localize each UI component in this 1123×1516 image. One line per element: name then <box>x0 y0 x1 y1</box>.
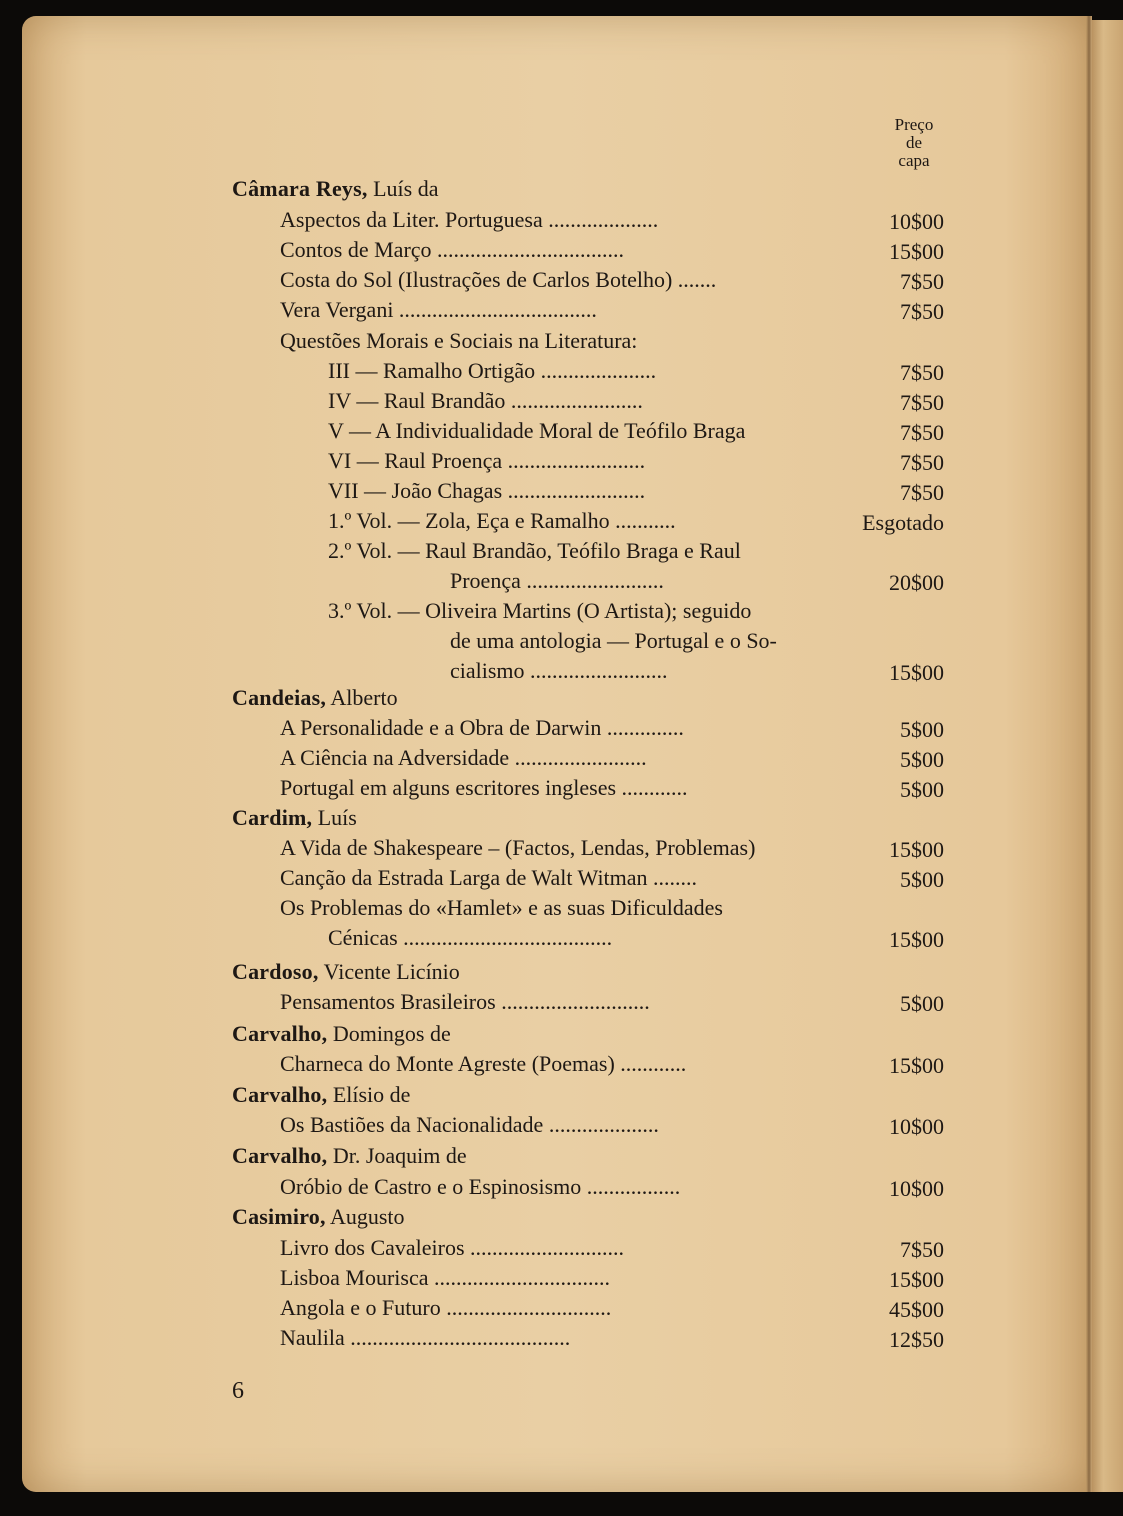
book-price: 5$00 <box>900 991 944 1016</box>
book-price: 5$00 <box>900 867 944 892</box>
book-title: Contos de Março .................................. <box>280 237 625 262</box>
book-price: 7$50 <box>900 420 944 445</box>
book-title: Proença ......................... <box>450 568 664 593</box>
book-title: VII — João Chagas ......................... <box>328 478 646 503</box>
book-price: 15$00 <box>889 1267 944 1292</box>
book-price: 12$50 <box>889 1327 944 1352</box>
book-title: de uma antologia — Portugal e o So- <box>450 628 777 653</box>
book-price: 15$00 <box>889 239 944 264</box>
book-title: Oróbio de Castro e o Espinosismo ................. <box>280 1174 681 1199</box>
book-price: 15$00 <box>889 837 944 862</box>
author-given-name: Luís <box>312 805 357 830</box>
book-title: cialismo ......................... <box>450 658 668 683</box>
book-title: Aspectos da Liter. Portuguesa .................... <box>280 207 659 232</box>
book-price: 7$50 <box>900 450 944 475</box>
author-given-name: Domingos de <box>327 1021 451 1046</box>
book-title: Costa do Sol (Ilustrações de Carlos Botelho) ....... <box>280 267 717 292</box>
book-title: Os Bastiões da Nacionalidade .................... <box>280 1112 659 1137</box>
author-heading <box>232 959 460 985</box>
author-given-name: Augusto <box>325 1204 405 1229</box>
book-price: 45$00 <box>889 1297 944 1322</box>
book-price: 15$00 <box>889 927 944 952</box>
book-price: 7$50 <box>900 1237 944 1262</box>
book-price: 20$00 <box>889 570 944 595</box>
author-heading <box>232 1143 467 1169</box>
book-title: VI — Raul Proença ......................... <box>328 448 646 473</box>
book-title: Pensamentos Brasileiros ........................... <box>280 989 650 1014</box>
author-surname: Cardoso, <box>232 959 319 984</box>
book-price: 5$00 <box>900 777 944 802</box>
author-surname: Carvalho, <box>232 1021 328 1046</box>
author-given-name: Elísio de <box>327 1082 411 1107</box>
book-price: 7$50 <box>900 299 944 324</box>
book-title: A Vida de Shakespeare – (Factos, Lendas, Problemas) <box>280 835 756 860</box>
author-heading <box>232 176 438 202</box>
book-title: A Personalidade e a Obra de Darwin .............. <box>280 715 684 740</box>
book-title: Naulila ........................................ <box>280 1325 571 1350</box>
author-given-name: Dr. Joaquim de <box>327 1143 467 1168</box>
author-heading <box>232 1021 451 1047</box>
book-price: 7$50 <box>900 480 944 505</box>
author-given-name: Alberto <box>326 685 398 710</box>
book-price: 15$00 <box>889 1053 944 1078</box>
book-title: Questões Morais e Sociais na Literatura: <box>280 328 638 353</box>
book-title: IV — Raul Brandão ........................ <box>328 388 643 413</box>
book-price: 7$50 <box>900 390 944 415</box>
page-number: 6 <box>232 1378 244 1404</box>
author-surname: Câmara Reys, <box>232 176 368 201</box>
book-title: Vera Vergani .................................... <box>280 297 597 322</box>
book-title: Angola e o Futuro .............................. <box>280 1295 612 1320</box>
header-line-3: capa <box>898 151 930 170</box>
book-title: 2.º Vol. — Raul Brandão, Teófilo Braga e Raul <box>328 538 741 563</box>
book-title: 1.º Vol. — Zola, Eça e Ramalho ........... <box>328 508 676 533</box>
book-price: 5$00 <box>900 747 944 772</box>
book-price: 7$50 <box>900 269 944 294</box>
author-surname: Carvalho, <box>232 1082 328 1107</box>
book-title: III — Ramalho Ortigão ..................... <box>328 358 657 383</box>
author-heading <box>232 685 398 711</box>
book-title: 3.º Vol. — Oliveira Martins (O Artista); seguido <box>328 598 752 623</box>
book-title: Canção da Estrada Larga de Walt Witman ........ <box>280 865 698 890</box>
book-price: 10$00 <box>889 1176 944 1201</box>
book-price: 10$00 <box>889 1114 944 1139</box>
book-title: Livro dos Cavaleiros ............................ <box>280 1235 625 1260</box>
header-line-1: Preço <box>894 115 934 134</box>
author-given-name: Vicente Licínio <box>318 959 460 984</box>
book-title: A Ciência na Adversidade ........................ <box>280 745 647 770</box>
book-title: Lisboa Mourisca ................................ <box>280 1265 610 1290</box>
book-price: Esgotado <box>862 510 944 535</box>
author-surname: Casimiro, <box>232 1204 326 1229</box>
author-surname: Candeias, <box>232 685 327 710</box>
author-heading <box>232 805 357 831</box>
book-title: Portugal em alguns escritores ingleses ............ <box>280 775 688 800</box>
book-price: 7$50 <box>900 360 944 385</box>
header-line-2: de <box>905 133 923 152</box>
author-given-name: Luís da <box>367 176 439 201</box>
book-title: Os Problemas do «Hamlet» e as suas Dificuldades <box>280 895 723 920</box>
author-heading <box>232 1082 410 1108</box>
author-surname: Cardim, <box>232 805 313 830</box>
book-price: 5$00 <box>900 717 944 742</box>
book-price: 15$00 <box>889 660 944 685</box>
book-title: Charneca do Monte Agreste (Poemas) ............ <box>280 1051 687 1076</box>
book-title: V — A Individualidade Moral de Teófilo Braga <box>328 418 746 443</box>
author-heading <box>232 1204 405 1230</box>
book-title: Cénicas ...................................... <box>328 925 613 950</box>
book-spine <box>1086 16 1092 1492</box>
next-page-edge <box>1090 20 1123 1492</box>
price-column-header <box>878 116 950 170</box>
book-price: 10$00 <box>889 209 944 234</box>
author-surname: Carvalho, <box>232 1143 328 1168</box>
